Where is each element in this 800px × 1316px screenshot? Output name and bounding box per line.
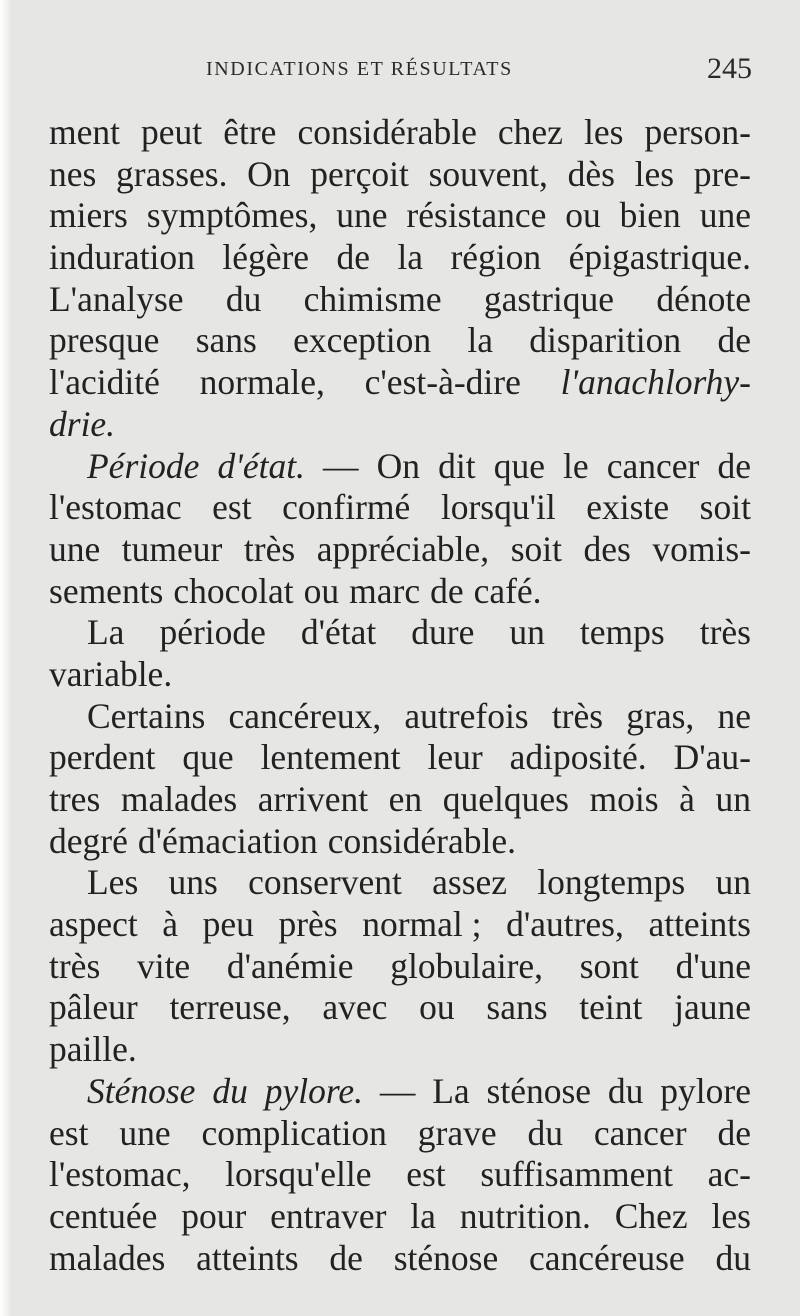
- word: vite: [136, 945, 191, 986]
- word: très: [551, 695, 604, 736]
- word: lorsqu'il: [440, 487, 556, 528]
- word: cancer: [593, 1112, 687, 1153]
- word: temps: [579, 612, 665, 653]
- word: peu: [202, 904, 254, 945]
- word: du: [212, 1070, 248, 1111]
- text-line: [49, 904, 751, 946]
- page-header: [48, 52, 752, 92]
- text-line: [49, 320, 751, 362]
- word: sténose: [486, 1070, 592, 1111]
- word: un: [509, 612, 545, 653]
- text-line: [49, 571, 751, 613]
- word: une: [49, 528, 101, 569]
- word: arrivent: [257, 779, 369, 819]
- word: degré: [49, 820, 128, 861]
- word: On: [247, 153, 291, 194]
- word: Les: [87, 862, 139, 903]
- word: de: [336, 237, 370, 278]
- word: aspect: [49, 904, 138, 945]
- word: très: [243, 528, 296, 569]
- word: La: [432, 1070, 470, 1111]
- word: être: [223, 112, 277, 152]
- word: Sténose: [87, 1070, 196, 1111]
- word: épigastrique.: [568, 237, 751, 278]
- word: grasses.: [116, 153, 228, 194]
- word: Période: [87, 445, 200, 486]
- word: assez: [432, 862, 508, 903]
- word: confirmé: [282, 487, 411, 528]
- word: que: [182, 737, 234, 778]
- word: est: [406, 1154, 446, 1195]
- word: l'acidité: [49, 362, 160, 403]
- word: c'est-à-dire: [364, 362, 521, 403]
- word: d'état: [300, 612, 377, 653]
- word: ou: [303, 570, 340, 611]
- word: une: [699, 195, 751, 236]
- word: nes: [49, 153, 97, 194]
- word: dès: [567, 153, 615, 194]
- word: un: [715, 779, 751, 819]
- word: centuée: [49, 1195, 158, 1236]
- word: l'anachlorhy-: [560, 362, 751, 403]
- word: malades: [49, 1237, 166, 1278]
- word: du: [527, 1112, 564, 1153]
- word: ac-: [707, 1154, 751, 1195]
- word: nutrition.: [459, 1195, 591, 1236]
- word: —: [323, 445, 359, 486]
- text-line: [49, 446, 751, 488]
- word: disparition: [529, 320, 682, 361]
- word: globulaire,: [390, 945, 544, 986]
- word: la: [467, 320, 494, 361]
- word: gras,: [626, 695, 695, 736]
- word: chimisme: [303, 278, 442, 319]
- word: très: [49, 945, 101, 986]
- word: résistance: [406, 195, 547, 236]
- word: du: [607, 1070, 644, 1111]
- word: des: [583, 528, 631, 569]
- word: d'anémie: [226, 945, 354, 986]
- word: On: [376, 445, 421, 486]
- word: à: [162, 904, 179, 945]
- text-line: [49, 779, 751, 821]
- word: paille.: [49, 1029, 137, 1070]
- word: ou: [419, 987, 455, 1028]
- word: complication: [201, 1112, 387, 1153]
- word: appréciable,: [316, 528, 490, 569]
- word: sont: [579, 945, 639, 986]
- word: jaune: [674, 987, 751, 1028]
- word: cancéreuse: [529, 1237, 685, 1278]
- page-number: 245: [707, 52, 752, 85]
- word: une: [119, 1112, 171, 1153]
- text-line: [49, 946, 751, 988]
- word: bien: [619, 195, 681, 236]
- word: sans: [195, 320, 257, 361]
- word: mois: [589, 779, 659, 819]
- word: les: [711, 1195, 751, 1236]
- word: induration: [49, 237, 195, 278]
- word: grave: [417, 1112, 497, 1153]
- word: autrefois: [404, 695, 529, 736]
- word: est: [212, 487, 252, 528]
- body-text: [49, 112, 751, 1279]
- word: drie.: [49, 403, 116, 444]
- word: café.: [473, 570, 542, 611]
- word: sements: [49, 570, 164, 611]
- word: d'état.: [217, 445, 305, 486]
- word: les: [583, 112, 624, 152]
- word: en: [388, 779, 423, 819]
- word: près: [278, 904, 338, 945]
- word: cancer: [606, 445, 700, 486]
- word: de: [430, 570, 464, 611]
- word: un: [715, 862, 751, 903]
- word: période: [159, 612, 266, 653]
- text-line: [49, 1196, 751, 1238]
- word: l'estomac,: [49, 1154, 191, 1195]
- text-line: [49, 737, 751, 779]
- word: marc: [349, 570, 421, 611]
- text-line: [49, 821, 751, 863]
- word: pre-: [693, 153, 751, 194]
- word: exception: [293, 320, 432, 361]
- text-line: [49, 1071, 751, 1113]
- word: vomis-: [652, 528, 751, 569]
- word: à: [679, 779, 695, 819]
- text-line: [49, 237, 751, 279]
- word: pâleur: [49, 987, 138, 1028]
- word: lentement: [260, 737, 401, 778]
- word: de: [329, 1237, 363, 1278]
- word: uns: [168, 862, 218, 903]
- word: person-: [644, 112, 751, 152]
- word: souvent,: [428, 153, 548, 194]
- word: terreuse,: [169, 987, 291, 1028]
- word: dure: [411, 612, 475, 653]
- word: —: [379, 1070, 416, 1111]
- word: perdent: [49, 737, 156, 778]
- word: La: [87, 612, 125, 653]
- text-line: [49, 112, 751, 154]
- word: perçoit: [310, 153, 409, 194]
- text-line: [49, 1113, 751, 1155]
- word: l'estomac: [49, 487, 182, 528]
- word: chocolat: [173, 570, 294, 611]
- word: considérable: [297, 112, 477, 152]
- word: du: [225, 278, 262, 319]
- text-line: [49, 404, 751, 446]
- word: très: [699, 612, 751, 653]
- word: variable.: [49, 653, 173, 694]
- word: d'autres,: [506, 904, 624, 945]
- word: dénote: [656, 278, 751, 319]
- word: soit: [510, 528, 562, 569]
- text-line: [49, 1238, 751, 1280]
- text-line: [49, 654, 751, 696]
- word: avec: [322, 987, 388, 1028]
- word: existe: [586, 487, 670, 528]
- text-line: [49, 1029, 751, 1071]
- word: atteints: [196, 1237, 299, 1278]
- word: leur: [427, 737, 483, 778]
- text-line: [49, 195, 751, 237]
- text-line: [49, 279, 751, 321]
- word: ne: [717, 695, 751, 736]
- word: cancéreux,: [228, 695, 382, 736]
- text-line: [49, 154, 751, 196]
- text-line: [49, 862, 751, 904]
- word: une: [336, 195, 388, 236]
- text-line: [49, 487, 751, 529]
- word: la: [410, 1195, 436, 1236]
- text-line: [49, 362, 751, 404]
- word: chez: [497, 112, 563, 152]
- word: symptômes,: [146, 195, 318, 236]
- word: normale,: [199, 362, 325, 403]
- text-line: [49, 1154, 751, 1196]
- word: que: [493, 445, 545, 486]
- word: le: [563, 445, 589, 486]
- running-title: INDICATIONS ET RÉSULTATS: [206, 58, 513, 80]
- word: teint: [579, 987, 643, 1028]
- word: sténose: [393, 1237, 499, 1278]
- word: gastrique: [483, 278, 615, 319]
- word: de: [717, 445, 751, 486]
- word: pylore: [660, 1070, 751, 1111]
- word: région: [450, 237, 542, 278]
- word: d'émaciation: [137, 820, 318, 861]
- word: normal ;: [362, 904, 482, 945]
- word: atteints: [648, 904, 751, 945]
- word: du: [715, 1237, 751, 1278]
- word: considérable.: [327, 820, 516, 861]
- word: suffisamment: [480, 1154, 673, 1195]
- word: D'au-: [673, 737, 751, 778]
- word: tres: [49, 779, 101, 819]
- word: peut: [141, 112, 203, 152]
- word: presque: [49, 320, 160, 361]
- text-line: [49, 612, 751, 654]
- word: de: [717, 1112, 751, 1153]
- word: L'analyse: [49, 278, 184, 319]
- word: dit: [438, 445, 476, 486]
- word: tumeur: [121, 528, 223, 569]
- word: pylore.: [264, 1070, 363, 1111]
- page-edge-shadow: [0, 0, 12, 1316]
- text-line: [49, 987, 751, 1029]
- word: ou: [565, 195, 601, 236]
- word: soit: [699, 487, 751, 528]
- word: entraver: [270, 1195, 387, 1236]
- word: conservent: [248, 862, 402, 903]
- word: adiposité.: [509, 737, 647, 778]
- text-line: [49, 696, 751, 738]
- word: miers: [49, 195, 128, 236]
- word: pour: [181, 1195, 247, 1236]
- word: la: [397, 237, 424, 278]
- word: sans: [486, 987, 548, 1028]
- word: Certains: [87, 695, 206, 736]
- text-line: [49, 529, 751, 571]
- word: est: [49, 1112, 89, 1153]
- word: d'une: [675, 945, 751, 986]
- word: ment: [49, 112, 120, 152]
- word: de: [717, 320, 751, 361]
- word: malades: [120, 779, 238, 819]
- word: Chez: [614, 1195, 688, 1236]
- word: longtemps: [537, 862, 686, 903]
- word: légère: [222, 237, 310, 278]
- word: les: [634, 153, 675, 194]
- word: lorsqu'elle: [225, 1154, 372, 1195]
- word: quelques: [442, 779, 569, 819]
